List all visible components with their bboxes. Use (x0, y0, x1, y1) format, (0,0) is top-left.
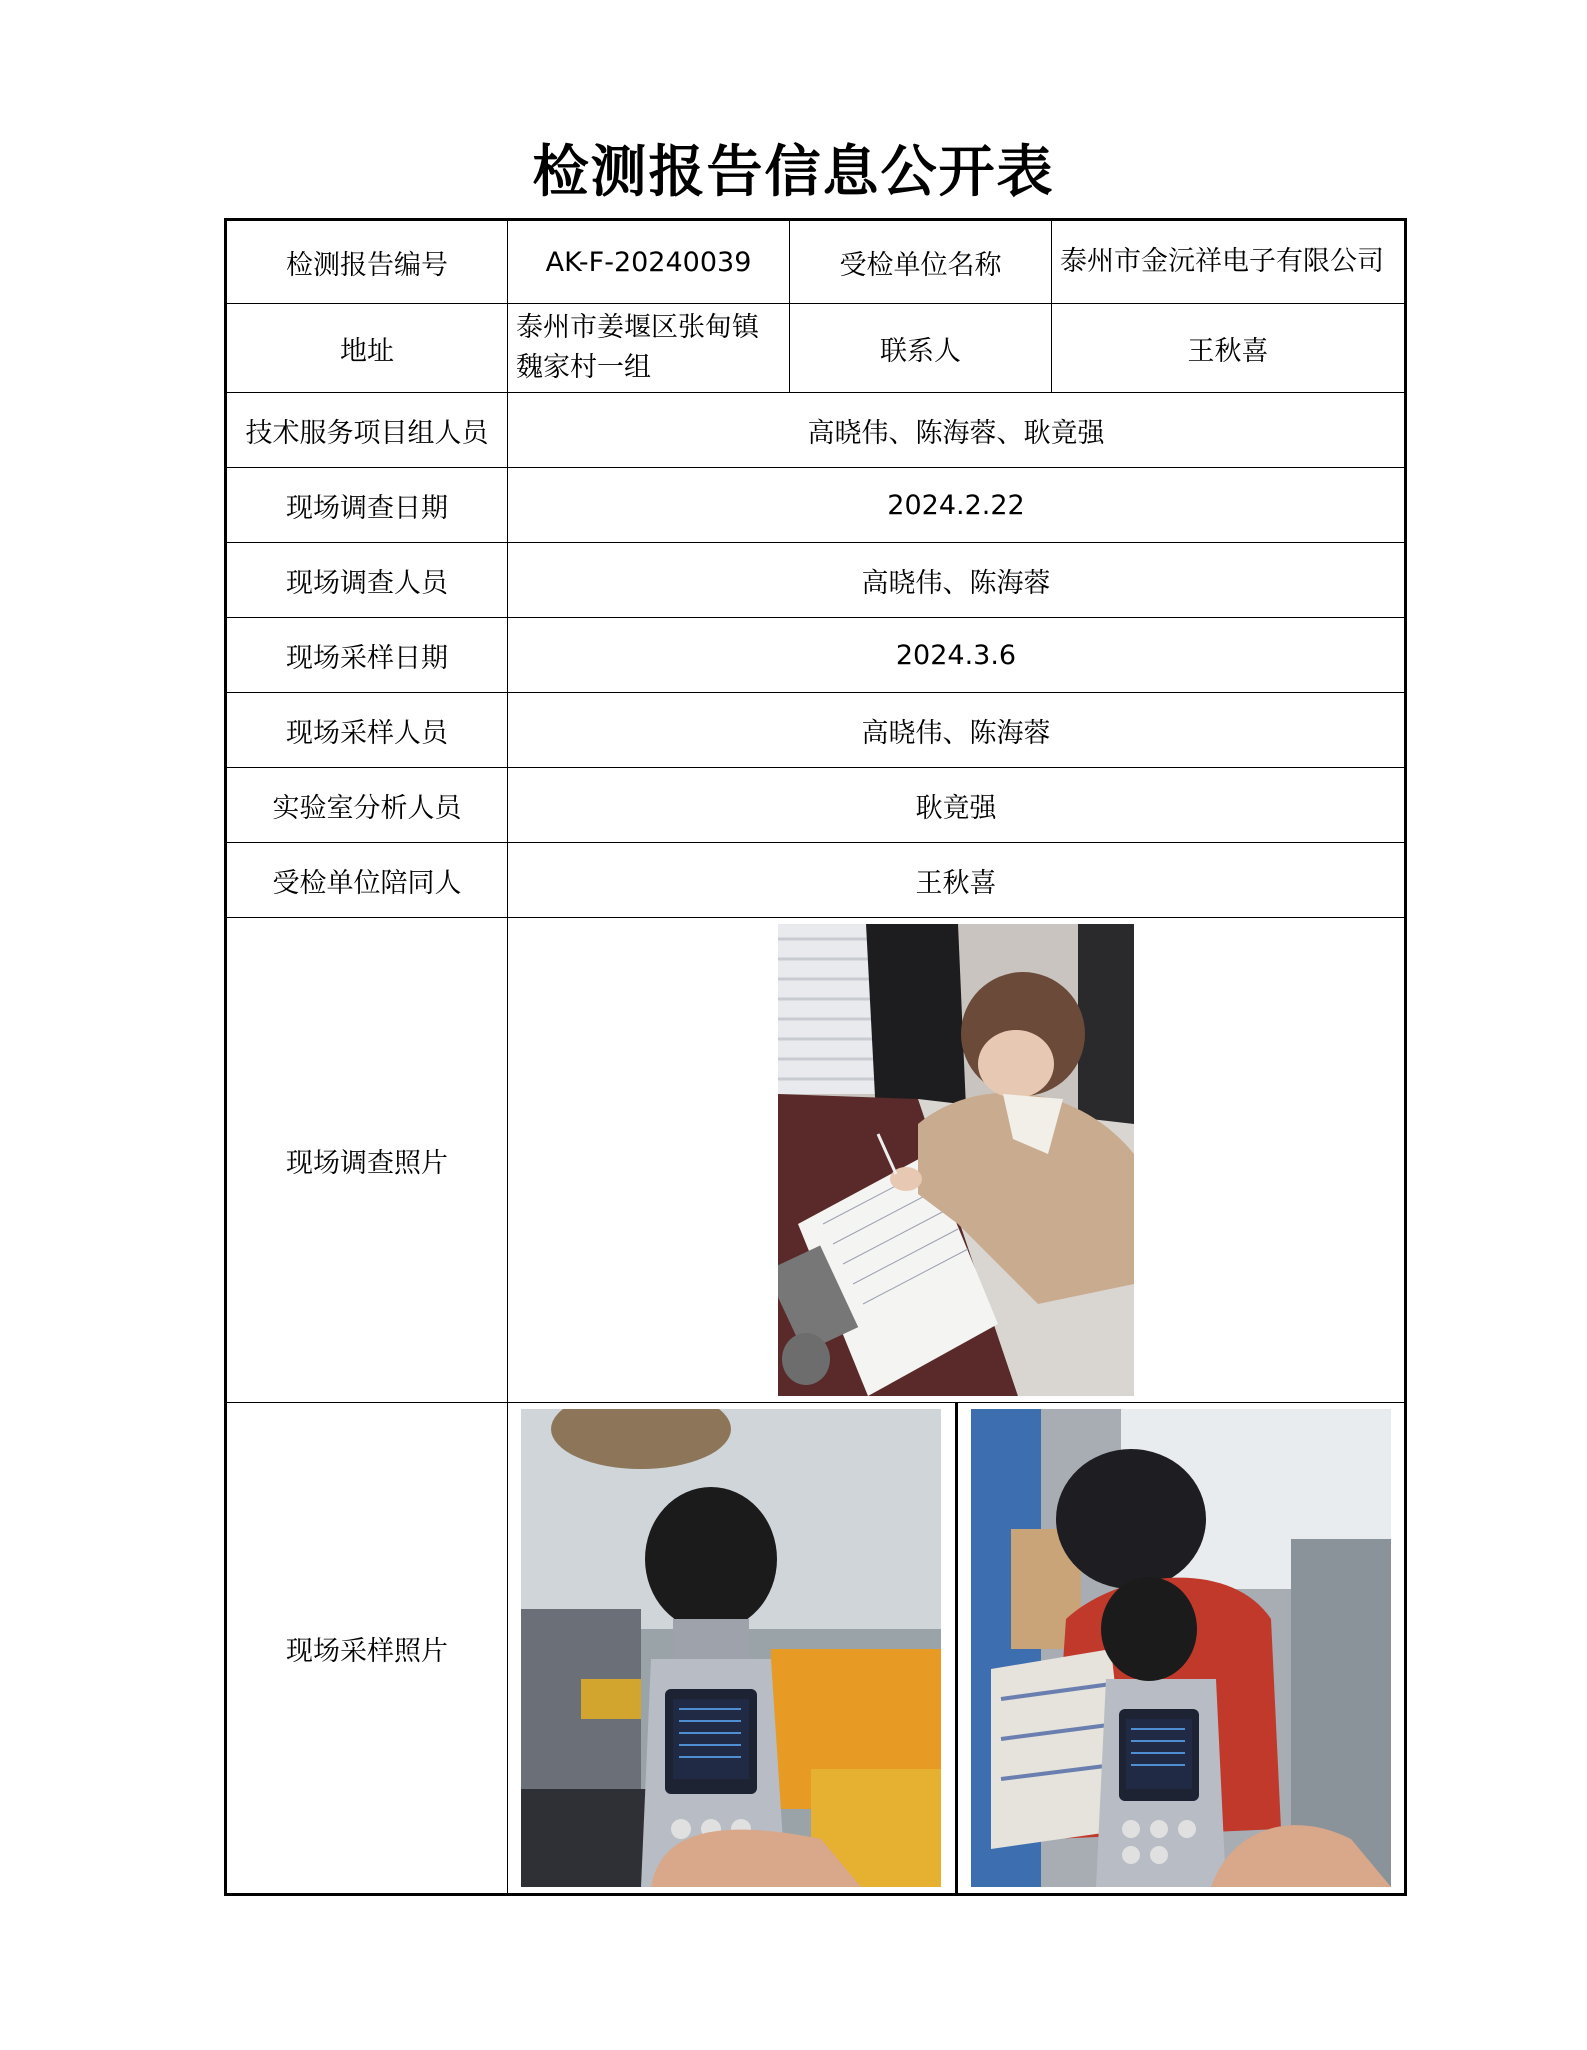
contact-value: 王秋喜 (1052, 304, 1406, 393)
survey-staff-value: 高晓伟、陈海蓉 (508, 543, 1406, 618)
report-info-table (224, 218, 1407, 1896)
table-row (226, 220, 1406, 304)
survey-date-value: 2024.2.22 (508, 468, 1406, 543)
address-label: 地址 (226, 304, 508, 393)
team-label: 技术服务项目组人员 (226, 393, 508, 468)
unit-name-label: 受检单位名称 (790, 220, 1052, 304)
contact-label: 联系人 (790, 304, 1052, 393)
table-row (226, 468, 1406, 543)
lab-staff-value: 耿竟强 (508, 768, 1406, 843)
unit-name-value: 泰州市金沅祥电子有限公司 (1052, 220, 1406, 304)
table-row (226, 618, 1406, 693)
report-no-value: AK-F-20240039 (508, 220, 790, 304)
escort-label: 受检单位陪同人 (226, 843, 508, 918)
table-row (226, 1403, 1406, 1895)
sampling-date-label: 现场采样日期 (226, 618, 508, 693)
lab-staff-label: 实验室分析人员 (226, 768, 508, 843)
sampling-photo-label: 现场采样照片 (226, 1403, 508, 1895)
sampling-date-value: 2024.3.6 (508, 618, 1406, 693)
survey-staff-label: 现场调查人员 (226, 543, 508, 618)
sampling-staff-label: 现场采样人员 (226, 693, 508, 768)
table-row (226, 543, 1406, 618)
page-title: 检测报告信息公开表 (532, 140, 1055, 205)
escort-value: 王秋喜 (508, 843, 1406, 918)
table-row (226, 393, 1406, 468)
sampling-staff-value: 高晓伟、陈海蓉 (508, 693, 1406, 768)
survey-date-label: 现场调查日期 (226, 468, 508, 543)
survey-photo-label: 现场调查照片 (226, 918, 508, 1403)
sampling-photo-1 (521, 1409, 941, 1887)
team-value: 高晓伟、陈海蓉、耿竟强 (508, 393, 1406, 468)
table-row (226, 843, 1406, 918)
table-row (226, 693, 1406, 768)
address-value: 泰州市姜堰区张甸镇魏家村一组 (508, 304, 790, 393)
table-row (226, 768, 1406, 843)
sampling-photo-2 (971, 1409, 1391, 1887)
report-no-label: 检测报告编号 (226, 220, 508, 304)
table-row (226, 918, 1406, 1403)
table-row (226, 304, 1406, 393)
survey-photo (778, 924, 1134, 1396)
